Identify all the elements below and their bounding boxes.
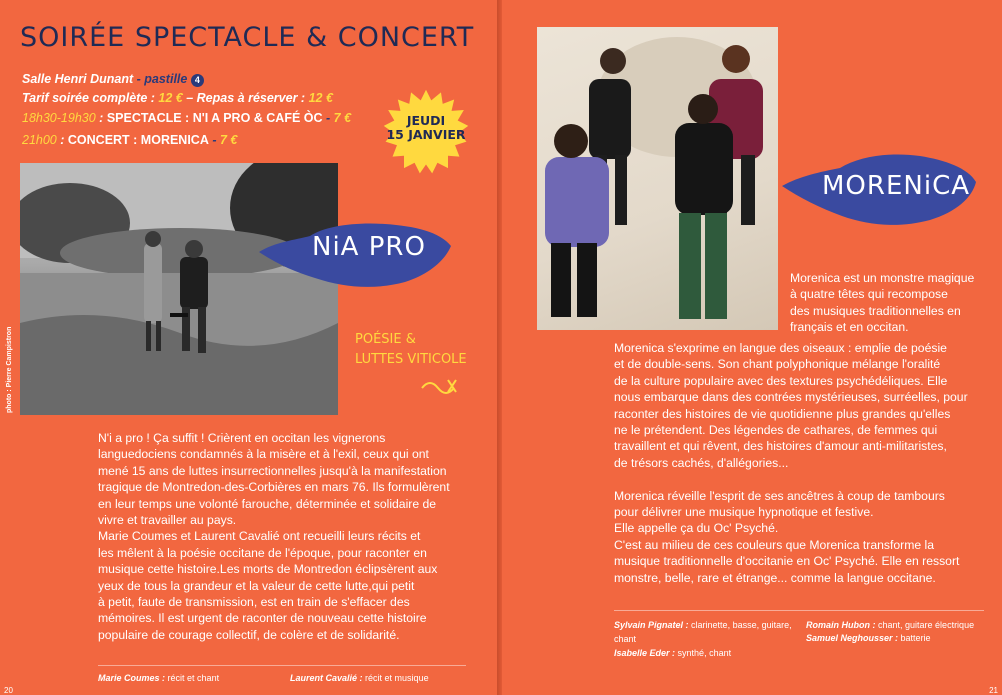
date-month: 15 JANVIER	[386, 127, 466, 142]
concert-time: 21h00	[22, 133, 57, 147]
body-line: mené 15 ans de luttes insurrectionnelles jusqu'à la manifestation	[98, 463, 447, 478]
repas-value: 12 €	[308, 91, 333, 105]
concert-label: CONCERT : MORENICA	[67, 133, 209, 147]
squiggle-icon	[420, 376, 460, 396]
concert-price: 7 €	[219, 133, 238, 147]
body-line: Elle appelle ça du Oc' Psyché.	[614, 521, 779, 536]
subtitle-line-2: LUTTES VITICOLE	[355, 352, 467, 367]
body-line: monstre, belle, rare et étrange... comme la langue occitane.	[614, 570, 936, 585]
intro-line: Morenica est un monstre magique	[790, 271, 975, 285]
spectacle-label: SPECTACLE : N'I A PRO & CAFÉ ÒC	[106, 111, 323, 125]
credit-samuel	[806, 633, 931, 643]
body-line: et de double-sens. Son chant polyphonique mélange l'oralité	[614, 357, 941, 372]
credit-role: clarinette, basse, guitare,	[691, 620, 792, 630]
spectacle-line: 18h30-19h30 : SPECTACLE : N'I A PRO & CAFÉ ÒC - 7 €	[22, 111, 352, 125]
nia-pro-description	[98, 430, 450, 643]
body-line: mémoires. Il est urgent de raconter de nouveau cette histoire	[98, 611, 427, 626]
credit-marie	[98, 673, 219, 683]
body-line: yeux de tous la grandeur et la valeur de cette lutte,qui petit	[98, 578, 415, 593]
body-line: à petit, faute de transmission, est en train de s'effacer des	[98, 595, 410, 610]
body-line: languedociens condamnés à la misère et à l'exil, ceux qui ont	[98, 447, 429, 462]
morenica-photo	[537, 27, 778, 330]
credit-laurent	[290, 673, 429, 683]
venue-name: Salle Henri Dunant	[22, 72, 134, 86]
body-line: C'est au milieu de ces couleurs que Morenica transforme la	[614, 537, 935, 552]
page-title: SOIRÉE SPECTACLE & CONCERT	[20, 22, 475, 53]
credit-role: batterie	[900, 633, 931, 643]
morenica-intro	[790, 270, 974, 336]
intro-line: à quatre têtes qui recompose	[790, 287, 948, 302]
body-line: vivre et travailler au pays.	[98, 513, 237, 528]
body-line: de la culture populaire avec des textures psychédéliques. Elle	[614, 373, 948, 388]
credit-romain	[806, 620, 974, 630]
body-line: Marie Coumes et Laurent Cavalié ont recueilli leurs récits et	[98, 529, 421, 544]
credit-isabelle	[614, 648, 731, 658]
spectacle-price: 7 €	[333, 111, 352, 125]
intro-line: des musiques traditionnelles en	[790, 303, 961, 318]
credit-role: récit et musique	[365, 673, 429, 683]
nia-pro-title: NiA PRO	[312, 232, 426, 262]
repas-label: – Repas à réserver :	[186, 91, 306, 105]
body-line: Morenica s'exprime en langue des oiseaux : emplie de poésie	[614, 341, 947, 355]
credit-role: récit et chant	[167, 673, 220, 683]
pastille-badge: 4	[191, 74, 204, 87]
body-line: ne le prétendent. Des légendes de cathares, de femmes qui	[614, 423, 938, 438]
venue-line: Salle Henri Dunant - pastille 4	[22, 72, 204, 87]
credit-name: Laurent Cavalié :	[290, 673, 363, 683]
body-line: les mêlent à la poésie occitane de l'époque, pour raconter en	[98, 545, 427, 560]
page-number-right: 21	[989, 686, 998, 695]
photo-credit: photo : Pierre Campistron	[6, 326, 13, 413]
credit-role: chant, guitare électrique	[878, 620, 975, 630]
credit-name: Isabelle Eder :	[614, 648, 676, 658]
body-line: travaillent et qui rêvent, des histoires d'amour anti-militaristes,	[614, 439, 947, 454]
body-line: de trésors cachés, d'allégories...	[614, 455, 789, 470]
body-line: tragique de Montredon-des-Corbières en mars 76. Ils formulèrent	[98, 480, 450, 495]
body-line: musique cette histoire.Les morts de Montredon éclipsèrent aux	[98, 562, 438, 577]
tarif-line	[22, 91, 333, 105]
credit-name: Romain Hubon :	[806, 620, 876, 630]
intro-line: français et en occitan.	[790, 320, 909, 335]
nia-pro-subtitle	[355, 330, 467, 370]
subtitle-line-1: POÉSIE &	[355, 332, 416, 347]
page-number-left: 20	[4, 686, 13, 695]
body-line: Morenica réveille l'esprit de ses ancêtres à coup de tambours	[614, 488, 945, 503]
concert-line: 21h00 : CONCERT : MORENICA - 7 €	[22, 133, 238, 147]
body-spacer	[614, 471, 968, 487]
body-line: musique traditionnelle d'occitanie en Oc' Psyché. Elle en ressort	[614, 554, 960, 569]
credits-divider	[614, 610, 984, 611]
credit-name: Samuel Neghousser :	[806, 633, 899, 643]
tarif-label: Tarif soirée complète :	[22, 91, 155, 105]
body-line: raconter des histoires de vie quotidienne plus grandes qu'elles	[614, 406, 951, 421]
credits-divider	[98, 665, 466, 666]
tarif-value: 12 €	[158, 91, 183, 105]
credit-name: Marie Coumes :	[98, 673, 166, 683]
pastille-label: pastille	[144, 72, 188, 86]
morenica-description	[614, 340, 968, 586]
morenica-title: MORENiCA	[822, 171, 971, 201]
date-badge	[382, 114, 470, 142]
credit-sylvain-role2: chant	[614, 634, 637, 644]
spectacle-time: 18h30-19h30	[22, 111, 96, 125]
credit-role: synthé, chant	[677, 648, 732, 658]
body-line: N'i a pro ! Ça suffit ! Crièrent en occitan les vignerons	[98, 431, 386, 445]
credit-sylvain	[614, 620, 792, 630]
credit-name: Sylvain Pignatel :	[614, 620, 689, 630]
body-line: pour délivrer une musique hypnotique et festive.	[614, 505, 874, 520]
body-line: nous embarque dans des contrées mystérieuses, surréelles, pour	[614, 390, 968, 405]
body-line: populaire de courage collectif, de colère et de solidarité.	[98, 627, 400, 642]
body-line: en leur temps une volonté farouche, déterminée et solidaire de	[98, 496, 437, 511]
date-day: JEUDI	[406, 113, 446, 128]
left-page	[0, 0, 497, 695]
